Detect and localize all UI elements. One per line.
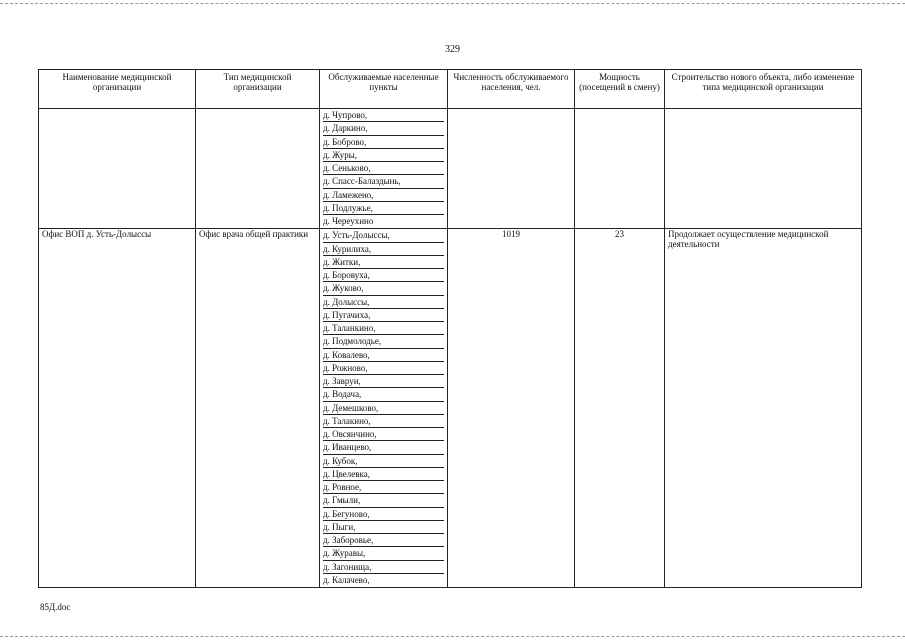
list-item: д. Демешково, [323, 402, 444, 415]
header-population: Численность обслуживаемого населения, чел. [448, 70, 575, 109]
list-item: д. Журы, [323, 149, 444, 162]
list-item: д. Боброво, [323, 136, 444, 149]
cell-capacity: 23 [575, 229, 665, 588]
cell-name: Офис ВОП д. Усть-Долыссы [39, 229, 196, 588]
list-item: д. Бегуново, [323, 508, 444, 521]
header-places: Обслуживаемые населенные пункты [320, 70, 448, 109]
list-item: д. Жуково, [323, 282, 444, 295]
list-item: д. Кубок, [323, 455, 444, 468]
cell-capacity [575, 109, 665, 229]
list-item: д. Журавы, [323, 547, 444, 560]
cell-type [196, 109, 320, 229]
list-item: д. Подмолодье, [323, 335, 444, 348]
list-item: д. Подлужье, [323, 202, 444, 215]
scan-edge-bottom [0, 636, 905, 637]
table-row [39, 229, 862, 588]
header-type: Тип медицинской организации [196, 70, 320, 109]
cell-places [320, 229, 448, 588]
cell-population [448, 109, 575, 229]
list-item: д. Ковалево, [323, 349, 444, 362]
list-item: д. Чупрово, [323, 109, 444, 122]
list-item: д. Череухино [323, 216, 374, 226]
list-item: д. Ламежено, [323, 189, 444, 202]
list-item: д. Калачево, [323, 574, 370, 585]
list-item: д. Талакино, [323, 415, 444, 428]
page-number: 329 [445, 44, 460, 55]
header-name: Наименование медицинской организации [39, 70, 196, 109]
list-item: д. Гмыли, [323, 494, 444, 507]
cell-type: Офис врача общей практики [196, 229, 320, 588]
list-item: д. Спасс-Балаздынь, [323, 175, 444, 188]
table-header-row [39, 70, 862, 109]
places-list [323, 109, 444, 228]
list-item: д. Боровуха, [323, 269, 444, 282]
list-item: д. Курилиха, [323, 243, 444, 256]
cell-places [320, 109, 448, 229]
list-item: д. Таланкино, [323, 322, 444, 335]
cell-construction: Продолжает осуществление медицинской деятельности [665, 229, 862, 588]
list-item: д. Пугачиха, [323, 309, 444, 322]
header-capacity: Мощность (посещений в смену) [575, 70, 665, 109]
places-list [323, 229, 444, 587]
list-item: д. Цвелевка, [323, 468, 444, 481]
scan-edge-top [0, 3, 905, 4]
list-item: д. Усть-Долыссы, [323, 229, 444, 242]
medical-organizations-table [38, 69, 862, 588]
list-item: д. Пыги, [323, 521, 444, 534]
list-item: д. Ровное, [323, 481, 444, 494]
list-item: д. Завруи, [323, 375, 444, 388]
table-row [39, 109, 862, 229]
list-item: д. Житки, [323, 256, 444, 269]
cell-name [39, 109, 196, 229]
list-item: д. Овсянчино, [323, 428, 444, 441]
cell-population: 1019 [448, 229, 575, 588]
list-item: д. Водача, [323, 388, 444, 401]
cell-construction [665, 109, 862, 229]
list-item: д. Иванцево, [323, 441, 444, 454]
list-item: д. Загонища, [323, 561, 444, 574]
list-item: д. Заборовье, [323, 534, 444, 547]
list-item: д. Долыссы, [323, 296, 444, 309]
footer-filename: 85Д.doc [40, 602, 71, 612]
list-item: д. Рожново, [323, 362, 444, 375]
list-item: д. Даркино, [323, 122, 444, 135]
header-construction: Строительство нового объекта, либо изменение типа медицинской организации [665, 70, 862, 109]
list-item: д. Сеньково, [323, 162, 444, 175]
